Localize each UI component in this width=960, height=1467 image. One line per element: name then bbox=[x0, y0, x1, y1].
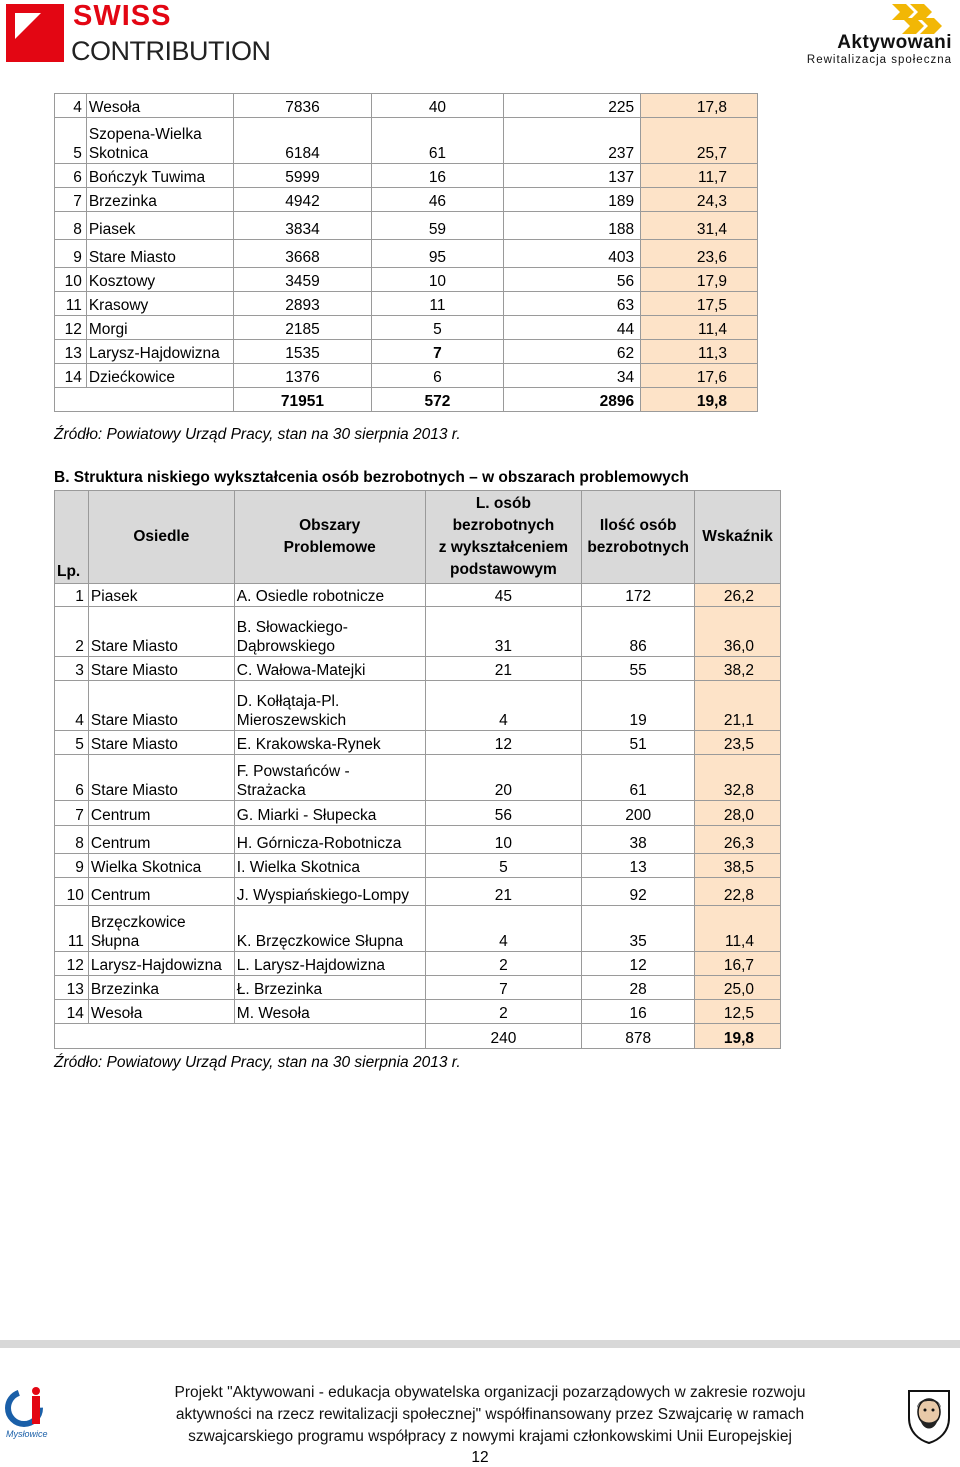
row-value-3: 44 bbox=[503, 316, 640, 340]
row-osiedle: Stare Miasto bbox=[86, 240, 233, 268]
row-ilosc: 55 bbox=[582, 657, 695, 681]
table-row bbox=[55, 731, 781, 755]
row-ludnosc: 3834 bbox=[233, 212, 371, 240]
source-note-a: Źródło: Powiatowy Urząd Pracy, stan na 30 sierpnia 2013 r. bbox=[54, 426, 461, 443]
row-wskaznik: 25,0 bbox=[695, 976, 781, 1000]
row-value-3: 237 bbox=[503, 118, 640, 164]
aktywowani-logo bbox=[807, 2, 952, 66]
header-liczba-osob-line3: z wykształceniem bbox=[438, 539, 569, 556]
source-note-b: Źródło: Powiatowy Urząd Pracy, stan na 30 sierpnia 2013 r. bbox=[54, 1054, 461, 1071]
row-wskaznik: 26,2 bbox=[695, 584, 781, 607]
row-liczba-osob: 20 bbox=[425, 755, 582, 801]
row-liczba-osob: 45 bbox=[425, 584, 582, 607]
row-osiedle: Piasek bbox=[88, 584, 234, 607]
row-ludnosc: 1535 bbox=[233, 340, 371, 364]
row-wskaznik: 12,5 bbox=[695, 1000, 781, 1024]
row-ludnosc: 6184 bbox=[233, 118, 371, 164]
row-ilosc: 51 bbox=[582, 731, 695, 755]
header-ilosc bbox=[582, 491, 695, 584]
row-value-2: 16 bbox=[372, 164, 504, 188]
row-osiedle: Wesoła bbox=[88, 1000, 234, 1024]
row-osiedle: Stare Miasto bbox=[88, 681, 234, 731]
row-obszar-line2: Mieroszewskich bbox=[236, 712, 347, 729]
row-obszar: E. Krakowska-Rynek bbox=[234, 731, 425, 755]
total-value-3: 2896 bbox=[503, 388, 640, 412]
total-wskaznik: 19,8 bbox=[641, 388, 758, 412]
row-obszar: A. Osiedle robotnicze bbox=[234, 584, 425, 607]
row-wskaznik: 17,9 bbox=[641, 268, 758, 292]
section-b-title: B. Struktura niskiego wykształcenia osób bezrobotnych – w obszarach problemowych bbox=[54, 469, 689, 486]
row-lp: 8 bbox=[55, 826, 89, 854]
row-liczba-osob: 2 bbox=[425, 952, 582, 976]
row-wskaznik: 23,6 bbox=[641, 240, 758, 268]
row-wskaznik: 22,8 bbox=[695, 878, 781, 906]
row-value-3: 63 bbox=[503, 292, 640, 316]
row-value-2: 59 bbox=[372, 212, 504, 240]
row-ilosc: 86 bbox=[582, 607, 695, 657]
row-ilosc: 16 bbox=[582, 1000, 695, 1024]
row-lp: 12 bbox=[55, 952, 89, 976]
row-osiedle-line1: Szopena-Wielka bbox=[88, 126, 202, 143]
row-lp: 9 bbox=[55, 854, 89, 878]
table-row bbox=[55, 268, 758, 292]
header-wskaznik: Wskaźnik bbox=[695, 491, 781, 584]
header-liczba-osob bbox=[425, 491, 582, 584]
row-osiedle: Larysz-Hajdowizna bbox=[86, 340, 233, 364]
table-row bbox=[55, 854, 781, 878]
row-value-2: 11 bbox=[372, 292, 504, 316]
row-liczba-osob: 5 bbox=[425, 854, 582, 878]
total-wskaznik: 19,8 bbox=[695, 1024, 781, 1049]
row-value-2: 95 bbox=[372, 240, 504, 268]
row-osiedle: Morgi bbox=[86, 316, 233, 340]
row-value-3: 188 bbox=[503, 212, 640, 240]
header-ilosc-line1: Ilość osób bbox=[599, 517, 677, 534]
row-osiedle: Kosztowy bbox=[86, 268, 233, 292]
row-obszar bbox=[234, 607, 425, 657]
header-liczba-osob-line4: podstawowym bbox=[450, 561, 557, 578]
table-row bbox=[55, 1000, 781, 1024]
header-obszary-line1: Obszary bbox=[299, 517, 361, 534]
table-row bbox=[55, 681, 781, 731]
header-obszary bbox=[234, 491, 425, 584]
row-osiedle: Stare Miasto bbox=[88, 755, 234, 801]
row-value-2: 61 bbox=[372, 118, 504, 164]
row-obszar: H. Górnicza-Robotnicza bbox=[234, 826, 425, 854]
row-wskaznik: 28,0 bbox=[695, 801, 781, 826]
row-obszar: Ł. Brzezinka bbox=[234, 976, 425, 1000]
table-row bbox=[55, 755, 781, 801]
header-liczba-osob-line1: L. osób bbox=[475, 495, 531, 512]
row-osiedle: Krasowy bbox=[86, 292, 233, 316]
row-value-2: 46 bbox=[372, 188, 504, 212]
row-ludnosc: 7836 bbox=[233, 94, 371, 118]
table-row bbox=[55, 878, 781, 906]
row-osiedle: Centrum bbox=[88, 826, 234, 854]
crest-icon bbox=[906, 1388, 952, 1444]
row-liczba-osob: 4 bbox=[425, 681, 582, 731]
row-wskaznik: 36,0 bbox=[695, 607, 781, 657]
total-empty bbox=[55, 1024, 426, 1049]
row-osiedle: Bończyk Tuwima bbox=[86, 164, 233, 188]
header-liczba-osob-line2: bezrobotnych bbox=[452, 517, 555, 534]
row-liczba-osob: 31 bbox=[425, 607, 582, 657]
row-lp: 6 bbox=[55, 164, 87, 188]
row-liczba-osob: 56 bbox=[425, 801, 582, 826]
row-ilosc: 92 bbox=[582, 878, 695, 906]
row-ilosc: 61 bbox=[582, 755, 695, 801]
row-osiedle: Stare Miasto bbox=[88, 607, 234, 657]
row-ilosc: 13 bbox=[582, 854, 695, 878]
row-ilosc: 38 bbox=[582, 826, 695, 854]
table-row bbox=[55, 188, 758, 212]
row-wskaznik: 11,7 bbox=[641, 164, 758, 188]
row-osiedle: Brzezinka bbox=[86, 188, 233, 212]
row-wskaznik: 11,3 bbox=[641, 340, 758, 364]
row-obszar: J. Wyspiańskiego-Lompy bbox=[234, 878, 425, 906]
row-lp: 7 bbox=[55, 188, 87, 212]
row-lp: 8 bbox=[55, 212, 87, 240]
row-osiedle bbox=[88, 906, 234, 952]
total-empty bbox=[55, 388, 234, 412]
table-row bbox=[55, 906, 781, 952]
row-obszar: I. Wielka Skotnica bbox=[234, 854, 425, 878]
table-row bbox=[55, 340, 758, 364]
row-wskaznik: 38,2 bbox=[695, 657, 781, 681]
row-osiedle: Centrum bbox=[88, 801, 234, 826]
row-lp: 5 bbox=[55, 118, 87, 164]
row-ludnosc: 2893 bbox=[233, 292, 371, 316]
row-wskaznik: 11,4 bbox=[641, 316, 758, 340]
row-ludnosc: 2185 bbox=[233, 316, 371, 340]
row-osiedle-line2: Skotnica bbox=[88, 145, 149, 162]
row-ilosc: 12 bbox=[582, 952, 695, 976]
total-ludnosc: 71951 bbox=[233, 388, 371, 412]
row-value-3: 403 bbox=[503, 240, 640, 268]
total-value-2: 572 bbox=[372, 388, 504, 412]
row-wskaznik: 21,1 bbox=[695, 681, 781, 731]
row-liczba-osob: 2 bbox=[425, 1000, 582, 1024]
table-row bbox=[55, 118, 758, 164]
row-value-2: 7 bbox=[372, 340, 504, 364]
row-ilosc: 172 bbox=[582, 584, 695, 607]
row-value-2: 10 bbox=[372, 268, 504, 292]
row-lp: 10 bbox=[55, 268, 87, 292]
footer-line-2: aktywności na rzecz rewitalizacji społecznej" współfinansowany przez Szwajcarię w ramach bbox=[175, 1406, 805, 1423]
row-osiedle: Wielka Skotnica bbox=[88, 854, 234, 878]
table-row bbox=[55, 952, 781, 976]
row-liczba-osob: 21 bbox=[425, 878, 582, 906]
row-wskaznik: 16,7 bbox=[695, 952, 781, 976]
row-liczba-osob: 10 bbox=[425, 826, 582, 854]
row-osiedle-line1: Brzęczkowice bbox=[90, 914, 186, 931]
row-ilosc: 19 bbox=[582, 681, 695, 731]
row-ilosc: 28 bbox=[582, 976, 695, 1000]
contribution-word: CONTRIBUTION bbox=[71, 36, 271, 66]
footer-line-3: szwajcarskiego programu współpracy z nowymi krajami członkowskimi Unii Europejskiej bbox=[188, 1428, 792, 1445]
table-row bbox=[55, 657, 781, 681]
table-row bbox=[55, 316, 758, 340]
row-lp: 14 bbox=[55, 1000, 89, 1024]
row-ludnosc: 4942 bbox=[233, 188, 371, 212]
myslowice-label: Mysłowice bbox=[6, 1429, 48, 1439]
row-liczba-osob: 7 bbox=[425, 976, 582, 1000]
row-obszar: L. Larysz-Hajdowizna bbox=[234, 952, 425, 976]
table-row bbox=[55, 94, 758, 118]
row-lp: 3 bbox=[55, 657, 89, 681]
row-lp: 1 bbox=[55, 584, 89, 607]
row-wskaznik: 26,3 bbox=[695, 826, 781, 854]
header-obszary-line2: Problemowe bbox=[283, 539, 376, 556]
row-value-3: 225 bbox=[503, 94, 640, 118]
aktywowani-title: Aktywowani bbox=[837, 32, 952, 53]
table-row bbox=[55, 607, 781, 657]
row-lp: 13 bbox=[55, 340, 87, 364]
row-value-3: 56 bbox=[503, 268, 640, 292]
table-row bbox=[55, 164, 758, 188]
row-ludnosc: 3459 bbox=[233, 268, 371, 292]
swiss-contribution-logo bbox=[6, 0, 296, 66]
row-lp: 11 bbox=[55, 906, 89, 952]
row-obszar bbox=[234, 681, 425, 731]
row-osiedle: Stare Miasto bbox=[88, 731, 234, 755]
table-row bbox=[55, 292, 758, 316]
row-lp: 4 bbox=[55, 94, 87, 118]
row-ludnosc: 5999 bbox=[233, 164, 371, 188]
row-osiedle: Piasek bbox=[86, 212, 233, 240]
row-obszar-line1: B. Słowackiego- bbox=[236, 619, 348, 636]
table-row bbox=[55, 364, 758, 388]
row-wskaznik: 24,3 bbox=[641, 188, 758, 212]
row-ludnosc: 3668 bbox=[233, 240, 371, 268]
row-obszar: M. Wesoła bbox=[234, 1000, 425, 1024]
footer-divider bbox=[0, 1340, 960, 1348]
row-lp: 4 bbox=[55, 681, 89, 731]
row-obszar: G. Miarki - Słupecka bbox=[234, 801, 425, 826]
table-row bbox=[55, 976, 781, 1000]
row-wskaznik: 38,5 bbox=[695, 854, 781, 878]
row-obszar-line2: Dąbrowskiego bbox=[236, 638, 336, 655]
row-value-2: 40 bbox=[372, 94, 504, 118]
row-osiedle: Brzezinka bbox=[88, 976, 234, 1000]
row-osiedle: Centrum bbox=[88, 878, 234, 906]
row-ludnosc: 1376 bbox=[233, 364, 371, 388]
row-obszar bbox=[234, 755, 425, 801]
row-wskaznik: 11,4 bbox=[695, 906, 781, 952]
row-lp: 2 bbox=[55, 607, 89, 657]
total-liczba-osob: 240 bbox=[425, 1024, 582, 1049]
row-lp: 5 bbox=[55, 731, 89, 755]
row-value-3: 137 bbox=[503, 164, 640, 188]
header-lp: Lp. bbox=[55, 491, 89, 584]
header-ilosc-line2: bezrobotnych bbox=[587, 539, 689, 556]
row-ilosc: 35 bbox=[582, 906, 695, 952]
row-lp: 6 bbox=[55, 755, 89, 801]
row-wskaznik: 17,5 bbox=[641, 292, 758, 316]
row-obszar-line1: D. Kołłątaja-Pl. bbox=[236, 693, 340, 710]
row-wskaznik: 17,6 bbox=[641, 364, 758, 388]
row-liczba-osob: 4 bbox=[425, 906, 582, 952]
row-osiedle: Wesoła bbox=[86, 94, 233, 118]
row-lp: 12 bbox=[55, 316, 87, 340]
row-value-2: 6 bbox=[372, 364, 504, 388]
row-value-3: 189 bbox=[503, 188, 640, 212]
header-osiedle: Osiedle bbox=[88, 491, 234, 584]
row-lp: 10 bbox=[55, 878, 89, 906]
row-wskaznik: 17,8 bbox=[641, 94, 758, 118]
row-lp: 13 bbox=[55, 976, 89, 1000]
table-row bbox=[55, 801, 781, 826]
row-osiedle: Dziećkowice bbox=[86, 364, 233, 388]
table-row bbox=[55, 826, 781, 854]
total-row bbox=[55, 388, 758, 412]
table-row bbox=[55, 584, 781, 607]
row-value-2: 5 bbox=[372, 316, 504, 340]
row-wskaznik: 32,8 bbox=[695, 755, 781, 801]
row-lp: 7 bbox=[55, 801, 89, 826]
row-obszar-line1: F. Powstańców - bbox=[236, 763, 350, 780]
arrows-icon bbox=[884, 2, 944, 34]
row-ilosc: 200 bbox=[582, 801, 695, 826]
row-obszar-line2: Strażacka bbox=[236, 782, 306, 799]
row-liczba-osob: 21 bbox=[425, 657, 582, 681]
footer-project-text bbox=[140, 1382, 840, 1448]
row-osiedle bbox=[86, 118, 233, 164]
row-lp: 11 bbox=[55, 292, 87, 316]
table-osiedla bbox=[54, 93, 758, 412]
page-number: 12 bbox=[471, 1449, 489, 1466]
row-lp: 14 bbox=[55, 364, 87, 388]
row-value-3: 62 bbox=[503, 340, 640, 364]
row-liczba-osob: 12 bbox=[425, 731, 582, 755]
swiss-word: SWISS bbox=[73, 0, 172, 32]
aktywowani-subtitle: Rewitalizacja społeczna bbox=[806, 54, 952, 66]
row-wskaznik: 25,7 bbox=[641, 118, 758, 164]
row-osiedle-line2: Słupna bbox=[90, 933, 140, 950]
row-osiedle: Stare Miasto bbox=[88, 657, 234, 681]
row-value-3: 34 bbox=[503, 364, 640, 388]
row-wskaznik: 23,5 bbox=[695, 731, 781, 755]
footer-line-1: Projekt "Aktywowani - edukacja obywatelska organizacji pozarządowych w zakresie rozwoju bbox=[174, 1384, 806, 1401]
swiss-flag-icon bbox=[6, 4, 64, 62]
row-wskaznik: 31,4 bbox=[641, 212, 758, 240]
row-obszar: C. Wałowa-Matejki bbox=[234, 657, 425, 681]
row-osiedle: Larysz-Hajdowizna bbox=[88, 952, 234, 976]
row-lp: 9 bbox=[55, 240, 87, 268]
table-obszary-problemowe bbox=[54, 490, 781, 1049]
total-ilosc: 878 bbox=[582, 1024, 695, 1049]
total-row bbox=[55, 1024, 781, 1049]
table-row bbox=[55, 240, 758, 268]
table-row bbox=[55, 212, 758, 240]
row-obszar: K. Brzęczkowice Słupna bbox=[234, 906, 425, 952]
